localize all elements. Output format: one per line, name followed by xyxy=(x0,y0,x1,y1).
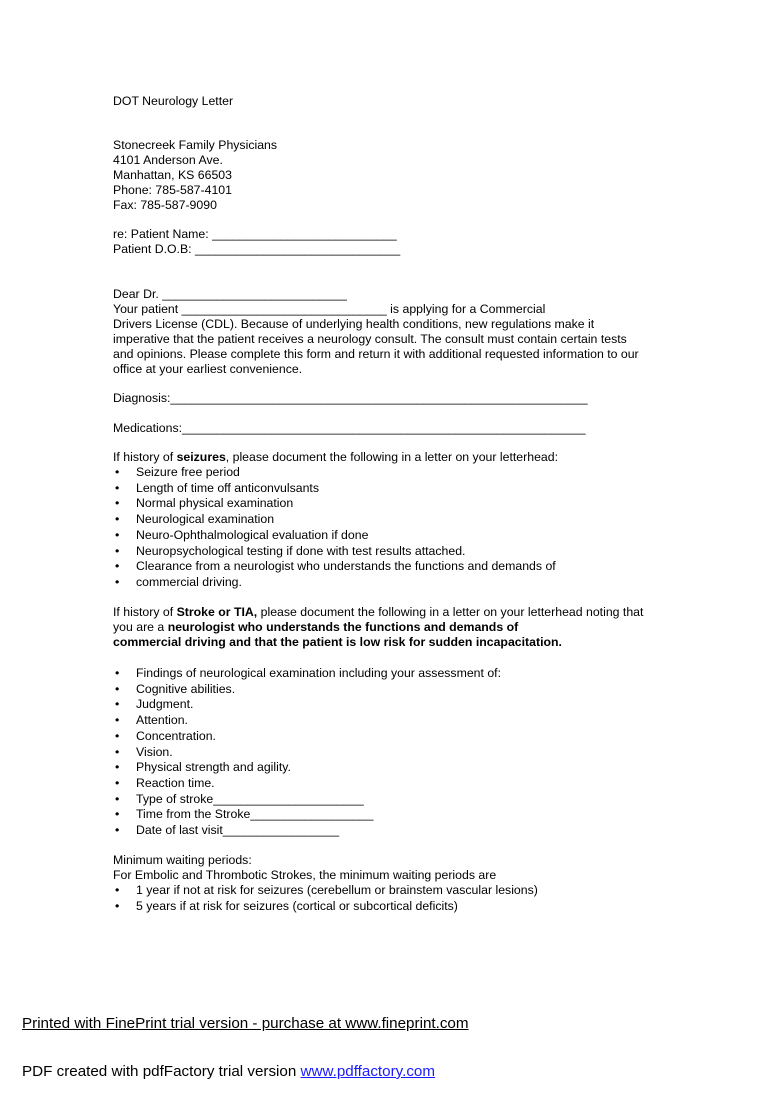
clinic-address-line1: 4101 Anderson Ave. xyxy=(113,153,223,167)
footer-watermark xyxy=(22,984,469,1112)
clinic-address-line2: Manhattan, KS 66503 xyxy=(113,168,232,182)
list-item: • Length of time off anticonvulsants xyxy=(113,481,673,497)
list-item: • Time from the Stroke__________________ xyxy=(113,807,673,823)
stroke-intro-line2 xyxy=(113,620,683,635)
stroke-intro-line1 xyxy=(113,605,683,620)
stroke-intro-line2-text: you are a xyxy=(113,620,168,634)
diagnosis-block xyxy=(113,391,673,406)
letter-title-block xyxy=(113,94,673,109)
body-line-1: Your patient ______________________________ is applying for a Commercial xyxy=(113,302,546,316)
seizures-list xyxy=(113,465,673,591)
body-line-4: and opinions. Please complete this form and return it with additional requested information to our xyxy=(113,347,639,361)
diagnosis-field: Diagnosis:_____________________________________________________________ xyxy=(113,391,588,405)
list-item: • Neuropsychological testing if done with test results attached. xyxy=(113,544,673,560)
list-item: • Findings of neurological examination including your assessment of: xyxy=(113,666,673,682)
clinic-fax: Fax: 785-587-9090 xyxy=(113,198,217,212)
pdffactory-notice-text: PDF created with pdfFactory trial version xyxy=(22,1063,301,1080)
list-item: • Attention. xyxy=(113,713,673,729)
salutation: Dear Dr. ___________________________ xyxy=(113,287,347,301)
stroke-intro-line3-bold: commercial driving and that the patient is low risk for sudden incapacitation. xyxy=(113,635,562,649)
waiting-periods-section xyxy=(113,853,673,914)
list-item: • Neurological examination xyxy=(113,512,673,528)
seizures-intro xyxy=(113,450,673,465)
clinic-address-block xyxy=(113,138,673,213)
fineprint-notice: Printed with FinePrint trial version - purchase at www.fineprint.com xyxy=(22,1015,469,1032)
list-item: • 1 year if not at risk for seizures (cerebellum or brainstem vascular lesions) xyxy=(113,883,673,899)
seizures-intro-bold: seizures xyxy=(176,450,226,464)
list-item: • Seizure free period xyxy=(113,465,673,481)
body-line-2: Drivers License (CDL). Because of underlying health conditions, new regulations make it xyxy=(113,317,595,331)
seizures-intro-text: If history of xyxy=(113,450,177,464)
list-item: • Normal physical examination xyxy=(113,496,673,512)
clinic-name: Stonecreek Family Physicians xyxy=(113,138,278,152)
list-item: • Judgment. xyxy=(113,697,673,713)
waiting-heading: Minimum waiting periods: xyxy=(113,853,252,867)
seizures-intro-text-end: , please document the following in a letter on your letterhead: xyxy=(225,450,559,464)
list-item: • Neuro-Ophthalmological evaluation if done xyxy=(113,528,673,544)
stroke-intro-bold: Stroke or TIA, xyxy=(176,605,258,619)
letter-title: DOT Neurology Letter xyxy=(113,94,234,108)
patient-dob-field: Patient D.O.B: ______________________________ xyxy=(113,242,401,256)
stroke-findings-list xyxy=(113,666,673,839)
list-item: • Type of stroke______________________ xyxy=(113,792,673,808)
patient-name-field: re: Patient Name: ___________________________ xyxy=(113,227,397,241)
pdffactory-notice xyxy=(22,1064,469,1080)
list-item: • Clearance from a neurologist who understands the functions and demands of xyxy=(113,559,673,575)
stroke-intro-line2-bold: neurologist who understands the functions and demands of xyxy=(167,620,519,634)
waiting-list xyxy=(113,883,673,914)
patient-reference-block xyxy=(113,227,673,257)
list-item: • Reaction time. xyxy=(113,776,673,792)
list-item: • 5 years if at risk for seizures (cortical or subcortical deficits) xyxy=(113,899,673,915)
stroke-intro-text: If history of xyxy=(113,605,177,619)
list-item: • Physical strength and agility. xyxy=(113,760,673,776)
stroke-intro-line3 xyxy=(113,635,683,650)
body-line-3: imperative that the patient receives a neurology consult. The consult must contain certain tests xyxy=(113,332,627,346)
body-line-5: office at your earliest convenience. xyxy=(113,362,303,376)
medications-field: Medications:___________________________________________________________ xyxy=(113,421,586,435)
list-item: • Cognitive abilities. xyxy=(113,682,673,698)
pdffactory-link[interactable]: www.pdffactory.com xyxy=(300,1063,436,1080)
clinic-phone: Phone: 785-587-4101 xyxy=(113,183,232,197)
waiting-intro: For Embolic and Thrombotic Strokes, the minimum waiting periods are xyxy=(113,868,497,882)
list-item: • Concentration. xyxy=(113,729,673,745)
list-item: • Date of last visit_________________ xyxy=(113,823,673,839)
list-item: • commercial driving. xyxy=(113,575,673,591)
stroke-section-intro xyxy=(113,605,683,650)
list-item: • Vision. xyxy=(113,745,673,761)
seizures-section xyxy=(113,450,673,591)
stroke-findings-section xyxy=(113,666,673,839)
medications-block xyxy=(113,421,673,436)
letter-body xyxy=(113,287,693,377)
stroke-intro-text-end: please document the following in a letter on your letterhead noting that xyxy=(257,605,644,619)
